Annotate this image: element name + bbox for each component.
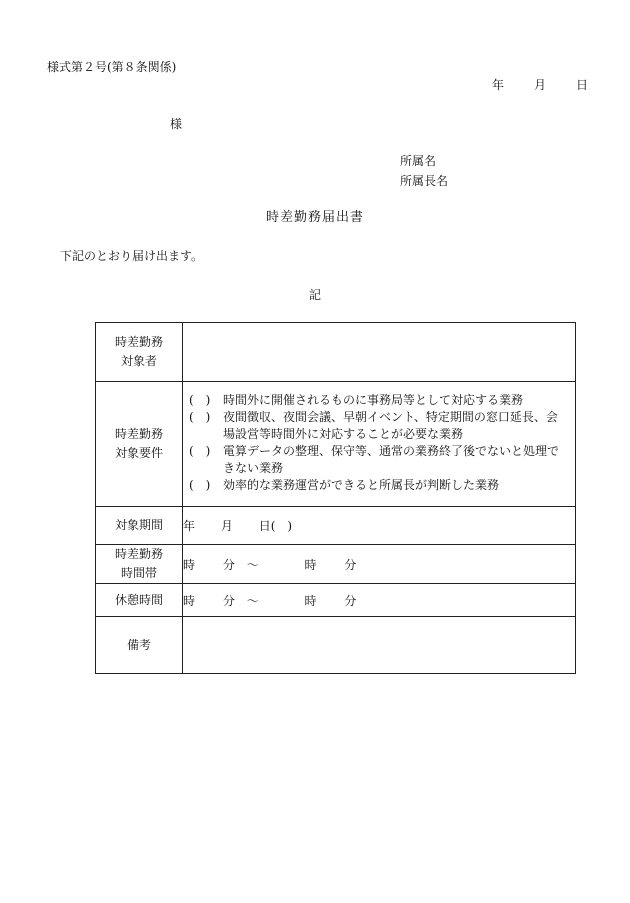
intro-text: 下記のとおり届け出ます。 xyxy=(60,249,204,263)
break-time-label: 休憩時間 xyxy=(96,584,183,617)
requirements-label: 時差勤務 対象要件 xyxy=(96,382,183,507)
requirement-checkbox[interactable]: ( ) xyxy=(189,478,211,492)
submission-date xyxy=(492,77,588,93)
date-year-label: 年 xyxy=(492,78,505,92)
period-year-unit: 年 xyxy=(183,519,196,533)
break-start-hour-unit: 時 xyxy=(183,593,196,608)
addressee-suffix: 様 xyxy=(170,117,183,131)
remarks-field[interactable] xyxy=(183,617,576,674)
requirement-item[interactable] xyxy=(189,477,569,494)
time-slot-start-hour-unit: 時 xyxy=(183,557,196,572)
time-slot-label: 時差勤務 時間帯 xyxy=(96,545,183,584)
break-end-minute-unit: 分 xyxy=(344,593,357,608)
time-slot-range-separator: ～ xyxy=(246,557,259,572)
time-slot-start-minute-unit: 分 xyxy=(222,557,235,572)
target-person-label: 時差勤務 対象者 xyxy=(96,323,183,382)
break-range-separator: ～ xyxy=(246,593,259,608)
requirement-checkbox[interactable]: ( ) xyxy=(189,410,211,424)
requirements-row xyxy=(96,382,576,507)
remarks-row xyxy=(96,617,576,674)
break-time-field[interactable] xyxy=(183,584,576,617)
target-person-row xyxy=(96,323,576,382)
period-row xyxy=(96,507,576,545)
time-slot-end-minute-unit: 分 xyxy=(344,557,357,572)
period-label: 対象期間 xyxy=(96,507,183,545)
ki-heading: 記 xyxy=(308,288,321,302)
requirement-checkbox[interactable]: ( ) xyxy=(189,393,211,407)
break-time-row xyxy=(96,584,576,617)
requirement-text: 効率的な業務運営ができると所属長が判断した業務 xyxy=(223,478,500,492)
requirement-text: 電算データの整理、保守等、通常の業務終了後でないと処理できない業務 xyxy=(223,444,560,475)
requirement-item[interactable] xyxy=(189,392,569,409)
requirement-checkbox[interactable]: ( ) xyxy=(189,444,211,458)
time-slot-end-hour-unit: 時 xyxy=(304,557,317,572)
department-label: 所属名 xyxy=(400,154,437,168)
requirement-text: 夜間徴収、夜間会議、早朝イベント、特定期間の窓口延長、会場設営等時間外に対応することが必要な業務 xyxy=(223,410,558,441)
remarks-label: 備考 xyxy=(96,617,183,674)
break-end-hour-unit: 時 xyxy=(304,593,317,608)
requirement-item[interactable] xyxy=(189,443,569,477)
requirement-item[interactable] xyxy=(189,409,569,443)
break-start-minute-unit: 分 xyxy=(222,593,235,608)
form-number: 様式第２号(第８条関係) xyxy=(47,60,177,74)
period-month-unit: 月 xyxy=(220,519,233,533)
department-chief-label: 所属長名 xyxy=(400,174,449,188)
requirements-field xyxy=(183,382,576,507)
target-person-field[interactable] xyxy=(183,323,576,382)
requirement-text: 時間外に開催されるものに事務局等として対応する業務 xyxy=(223,393,524,407)
period-field[interactable] xyxy=(183,507,576,545)
application-form-table xyxy=(95,322,576,674)
date-month-label: 月 xyxy=(533,78,546,92)
time-slot-row xyxy=(96,545,576,584)
date-day-label: 日 xyxy=(575,78,588,92)
document-title: 時差勤務届出書 xyxy=(265,210,364,225)
period-day-unit: 日( ) xyxy=(258,519,293,533)
time-slot-field[interactable] xyxy=(183,545,576,584)
